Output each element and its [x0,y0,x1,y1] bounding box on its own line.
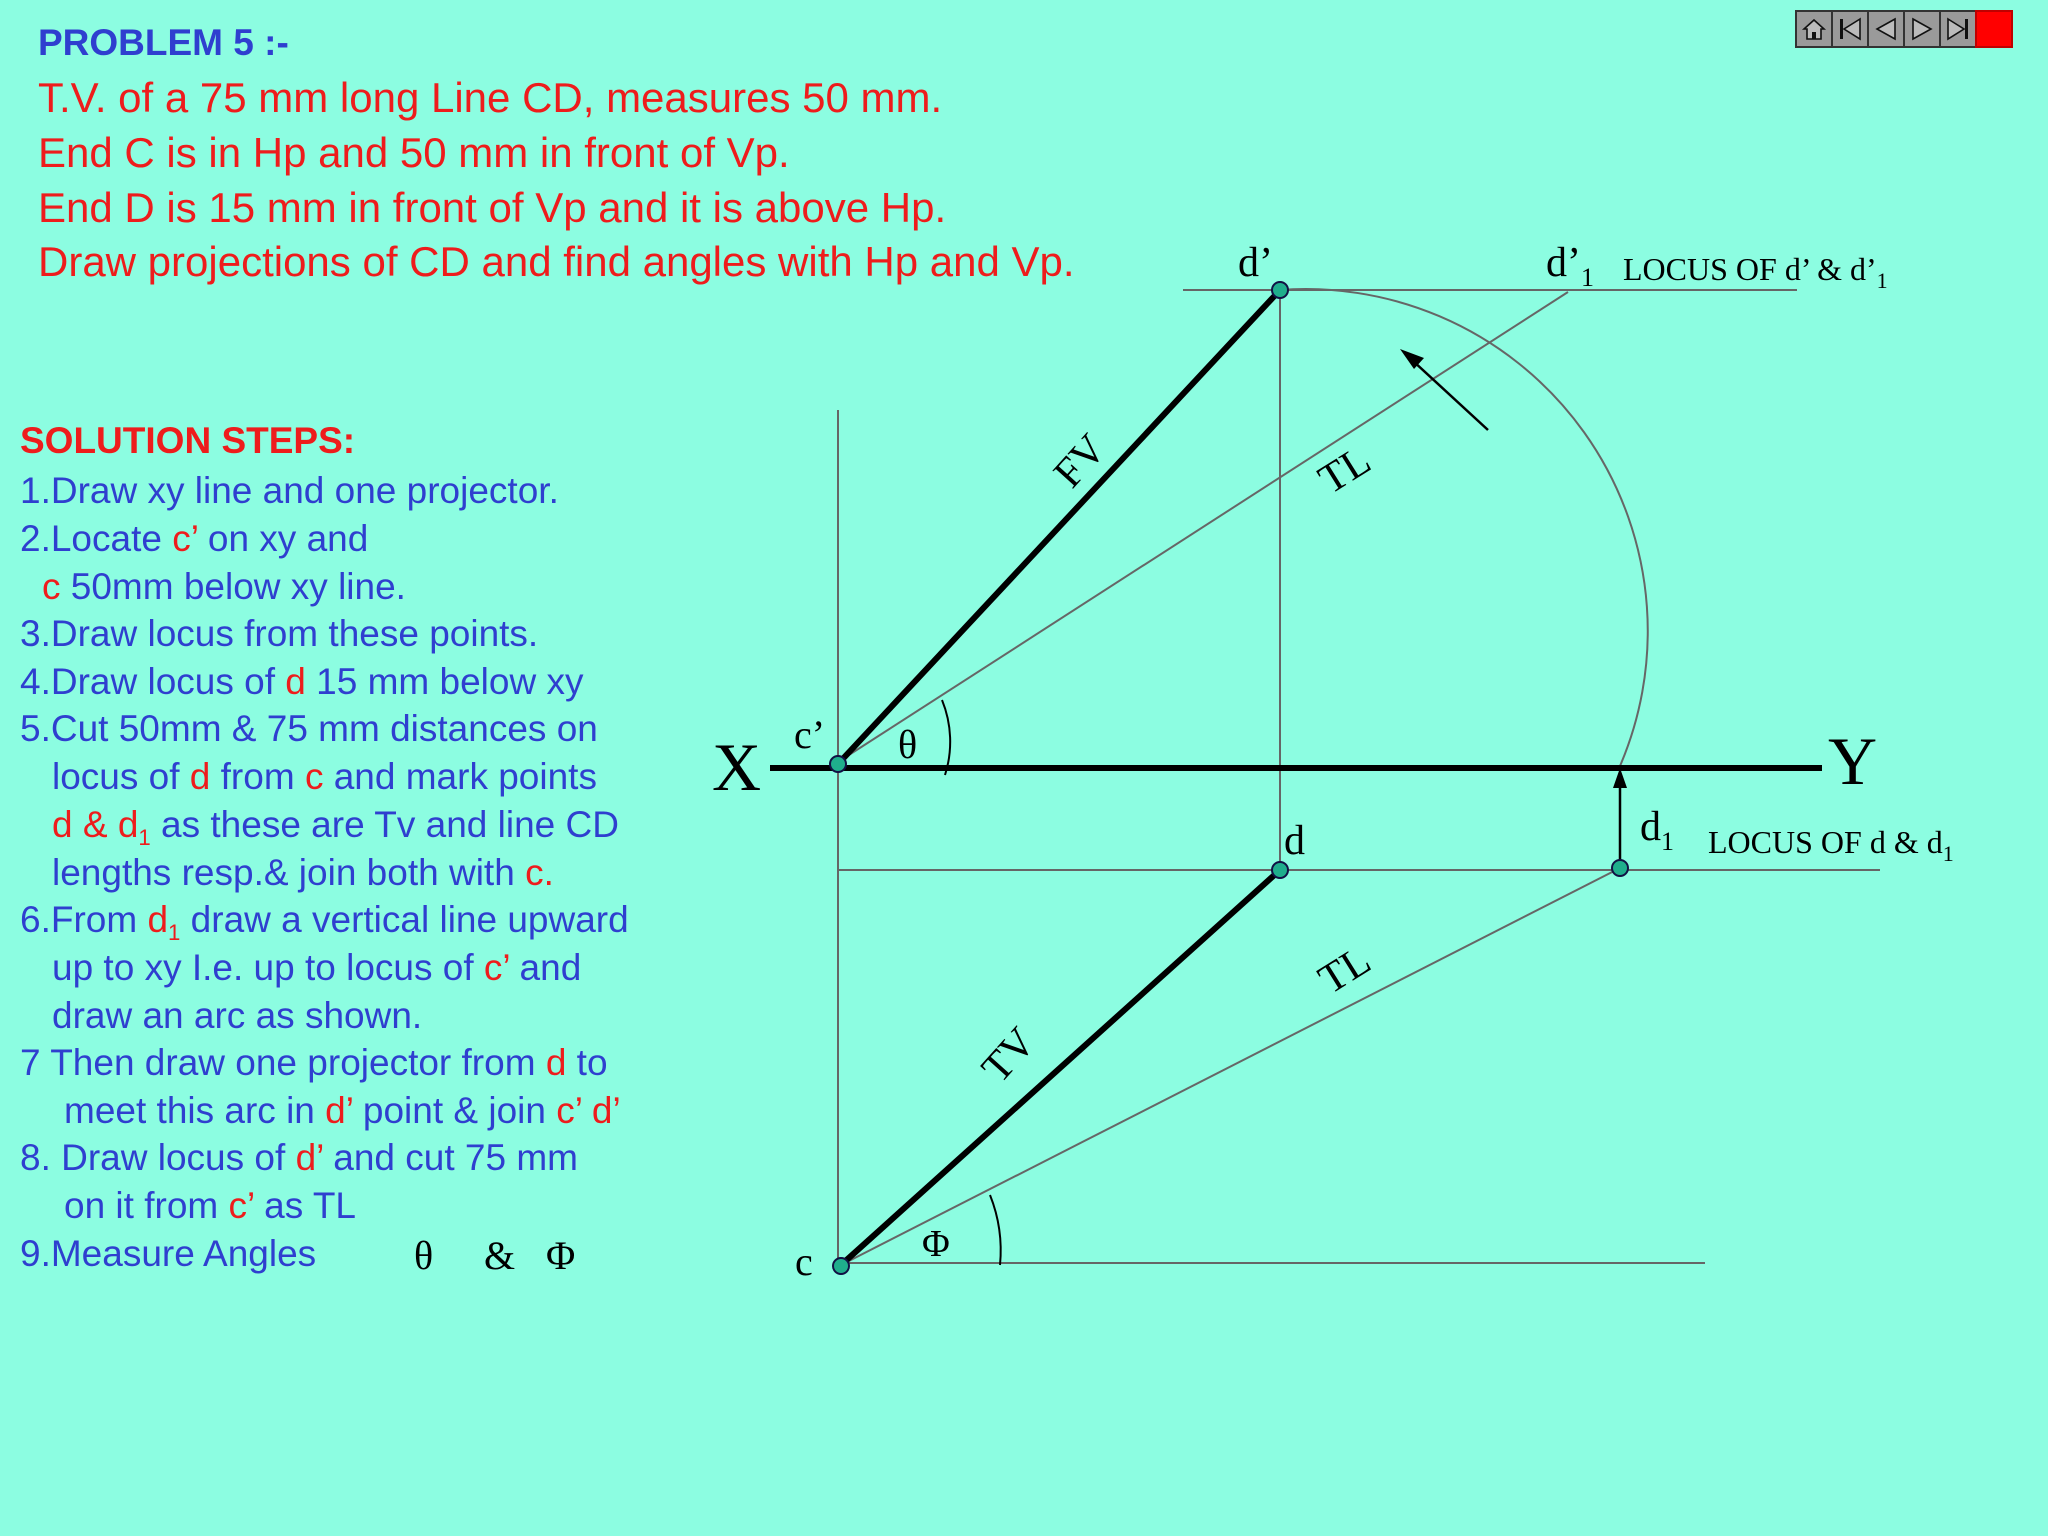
step-6-cont-1: up to xy I.e. up to locus of c’ and [52,947,582,988]
problem-line-3: End D is 15 mm in front of Vp and it is above Hp. [38,184,947,231]
tl-bottom-label: TL [1310,937,1379,1004]
step-8: 8. Draw locus of d’ and cut 75 mm [20,1137,579,1178]
step-5-cont-1: locus of d from c and mark points [52,756,597,797]
theta-arc [942,700,950,775]
x-label: X [712,729,762,805]
problem-title: PROBLEM 5 :- [38,22,289,63]
point-d [1272,862,1288,878]
solution-title: SOLUTION STEPS: [20,420,356,461]
fv-label: FV [1045,426,1116,497]
top-view-line [841,870,1280,1265]
theta-label: θ [898,722,918,767]
step-7-cont: meet this arc in d’ point & join c’ d’ [64,1090,621,1131]
tv-label: TV [973,1019,1045,1092]
point-d1 [1612,860,1628,876]
phi-arc [990,1195,1001,1265]
label-c-prime: c’ [794,712,826,757]
label-d: d [1284,818,1305,864]
y-label: Y [1828,723,1878,799]
label-c: c [795,1239,813,1284]
rotation-arrowhead-icon [1400,349,1424,369]
step-2-cont: c 50mm below xy line. [42,566,406,607]
step-8-cont: on it from c’ as TL [64,1185,357,1226]
step-9-phi: Φ [546,1233,576,1278]
step-9: 9.Measure Angles [20,1233,317,1274]
label-d1: $d_1$ [1640,804,1674,856]
problem-line-1: T.V. of a 75 mm long Line CD, measures 50 mm. [38,74,943,121]
construction-arc [1280,289,1648,766]
point-d-prime [1272,282,1288,298]
front-view-line [838,290,1280,764]
point-c [833,1258,849,1274]
step-9-ampersand: & [484,1233,516,1278]
locus-top-label: LOCUS OF d’ & $d’_1$ [1623,251,1888,293]
label-d1-prime: $d’_1$ [1546,240,1594,292]
rotation-arrow [1412,360,1488,430]
tl-top-label: TL [1310,437,1379,504]
step-6: 6.From $d_1$ draw a vertical line upward [20,899,629,945]
tl-line-top [838,292,1568,762]
label-d-prime: d’ [1238,240,1273,286]
step-3: 3.Draw locus from these points. [20,613,539,654]
tl-line-bottom [841,868,1620,1265]
step-9-theta: θ [414,1233,434,1278]
problem-line-2: End C is in Hp and 50 mm in front of Vp. [38,129,790,176]
step-6-cont-2: draw an arc as shown. [52,995,423,1036]
step-4: 4.Draw locus of d 15 mm below xy [20,661,584,702]
step-1: 1.Draw xy line and one projector. [20,470,559,511]
phi-label: Φ [922,1223,950,1265]
step-2: 2.Locate c’ on xy and [20,518,369,559]
step-7: 7 Then draw one projector from d to [20,1042,608,1083]
locus-bottom-label: LOCUS OF d & $d_1$ [1708,824,1954,866]
step-5-cont-3: lengths resp.& join both with c. [52,852,554,893]
problem-line-4: Draw projections of CD and find angles with Hp and Vp. [38,238,1075,285]
step-5-cont-2: d & $d_1$ as these are Tv and line CD [52,804,619,850]
step-5: 5.Cut 50mm & 75 mm distances on [20,708,598,749]
point-c-prime [830,756,846,772]
